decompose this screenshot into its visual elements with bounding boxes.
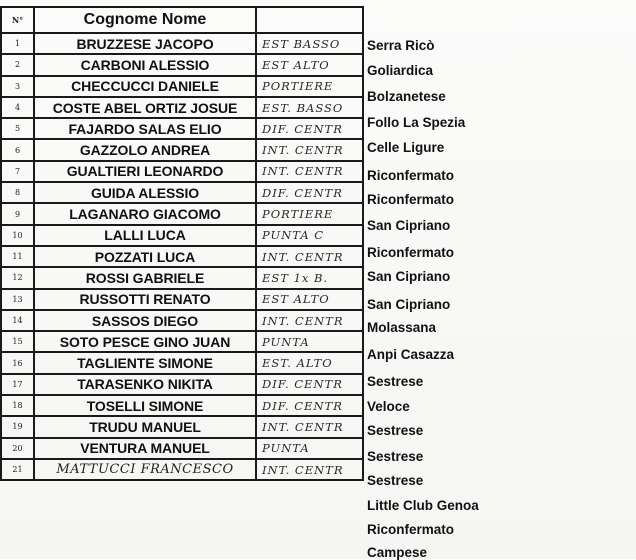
player-club: Follo La Spezia [367,115,466,130]
player-name: LAGANARO GIACOMO [34,203,256,224]
player-club: Riconfermato [367,192,455,207]
row-number: 13 [1,289,34,310]
player-club: Veloce [367,399,410,414]
header-name: Cognome Nome [34,7,256,33]
table-row [1,139,363,160]
player-name: BRUZZESE JACOPO [34,33,256,54]
header-role [256,7,363,33]
player-role: INT. CENTR [256,246,363,267]
table-row [1,395,363,416]
player-name: GAZZOLO ANDREA [34,139,256,160]
player-role: EST. BASSO [256,97,363,118]
table-row [1,289,363,310]
player-role: INT. CENTR [256,310,363,331]
row-number: 21 [1,459,34,480]
row-number: 17 [1,374,34,395]
table-row [1,331,363,352]
player-name: SOTO PESCE GINO JUAN [34,331,256,352]
player-role: EST. ALTO [256,352,363,373]
player-name: GUALTIERI LEONARDO [34,161,256,182]
table-row [1,225,363,246]
player-role: PORTIERE [256,203,363,224]
table-row [1,459,363,480]
player-role: PUNTA [256,331,363,352]
row-number: 9 [1,203,34,224]
row-number: 11 [1,246,34,267]
player-role: PUNTA [256,438,363,459]
player-name: ROSSI GABRIELE [34,267,256,288]
player-club: Sestrese [367,449,424,464]
player-club: Riconfermato [367,522,455,537]
row-number: 20 [1,438,34,459]
row-number: 2 [1,54,34,75]
player-club: Riconfermato [367,168,455,183]
player-name: COSTE ABEL ORTIZ JOSUE [34,97,256,118]
player-role: INT. CENTR [256,139,363,160]
row-number: 15 [1,331,34,352]
player-name: SASSOS DIEGO [34,310,256,331]
row-number: 10 [1,225,34,246]
row-number: 18 [1,395,34,416]
row-number: 4 [1,97,34,118]
player-role: EST 1x B. [256,267,363,288]
player-club: Celle Ligure [367,140,445,155]
player-name: TARASENKO NIKITA [34,374,256,395]
player-role: EST ALTO [256,54,363,75]
player-club: Serra Ricò [367,38,435,53]
player-club: Riconfermato [367,245,455,260]
player-name: RUSSOTTI RENATO [34,289,256,310]
player-name: VENTURA MANUEL [34,438,256,459]
player-club: Sestrese [367,473,424,488]
table-row [1,246,363,267]
player-name: TAGLIENTE SIMONE [34,352,256,373]
player-name: POZZATI LUCA [34,246,256,267]
player-club: San Cipriano [367,269,451,284]
table-row [1,310,363,331]
table-row [1,97,363,118]
table-row [1,76,363,97]
table-row [1,374,363,395]
player-club: Bolzanetese [367,89,446,104]
row-number: 5 [1,118,34,139]
roster-table [0,6,364,481]
player-club: Sestrese [367,423,424,438]
table-row [1,438,363,459]
table-row [1,182,363,203]
row-number: 7 [1,161,34,182]
table-row [1,416,363,437]
player-name: CARBONI ALESSIO [34,54,256,75]
player-club: Anpi Casazza [367,347,455,362]
player-role: PUNTA C [256,225,363,246]
player-name: TOSELLI SIMONE [34,395,256,416]
player-role: INT. CENTR [256,161,363,182]
player-role: EST BASSO [256,33,363,54]
player-role: DIF. CENTR [256,374,363,395]
player-club: San Cipriano [367,218,451,233]
row-number: 8 [1,182,34,203]
table-row [1,54,363,75]
row-number: 12 [1,267,34,288]
player-name: TRUDU MANUEL [34,416,256,437]
row-number: 1 [1,33,34,54]
player-name: LALLI LUCA [34,225,256,246]
player-club: Molassana [367,320,437,335]
header-number: N° [1,7,34,33]
player-role: EST ALTO [256,289,363,310]
table-row [1,267,363,288]
row-number: 3 [1,76,34,97]
row-number: 19 [1,416,34,437]
row-number: 6 [1,139,34,160]
player-role: PORTIERE [256,76,363,97]
player-name: GUIDA ALESSIO [34,182,256,203]
row-number: 16 [1,352,34,373]
table-row [1,33,363,54]
player-club: San Cipriano [367,297,451,312]
player-club: Little Club Genoa [367,498,479,513]
player-role: DIF. CENTR [256,395,363,416]
player-role: DIF. CENTR [256,118,363,139]
player-role: INT. CENTR [256,459,363,480]
table-row [1,118,363,139]
player-club: Goliardica [367,63,434,78]
player-name: FAJARDO SALAS ELIO [34,118,256,139]
player-name: CHECCUCCI DANIELE [34,76,256,97]
player-role: DIF. CENTR [256,182,363,203]
row-number: 14 [1,310,34,331]
player-club: Campese [367,545,428,560]
table-row [1,161,363,182]
table-row [1,352,363,373]
player-club: Sestrese [367,374,424,389]
table-header-row [1,7,363,33]
player-name: MATTUCCI FRANCESCO [34,459,256,480]
table-row [1,203,363,224]
player-role: INT. CENTR [256,416,363,437]
